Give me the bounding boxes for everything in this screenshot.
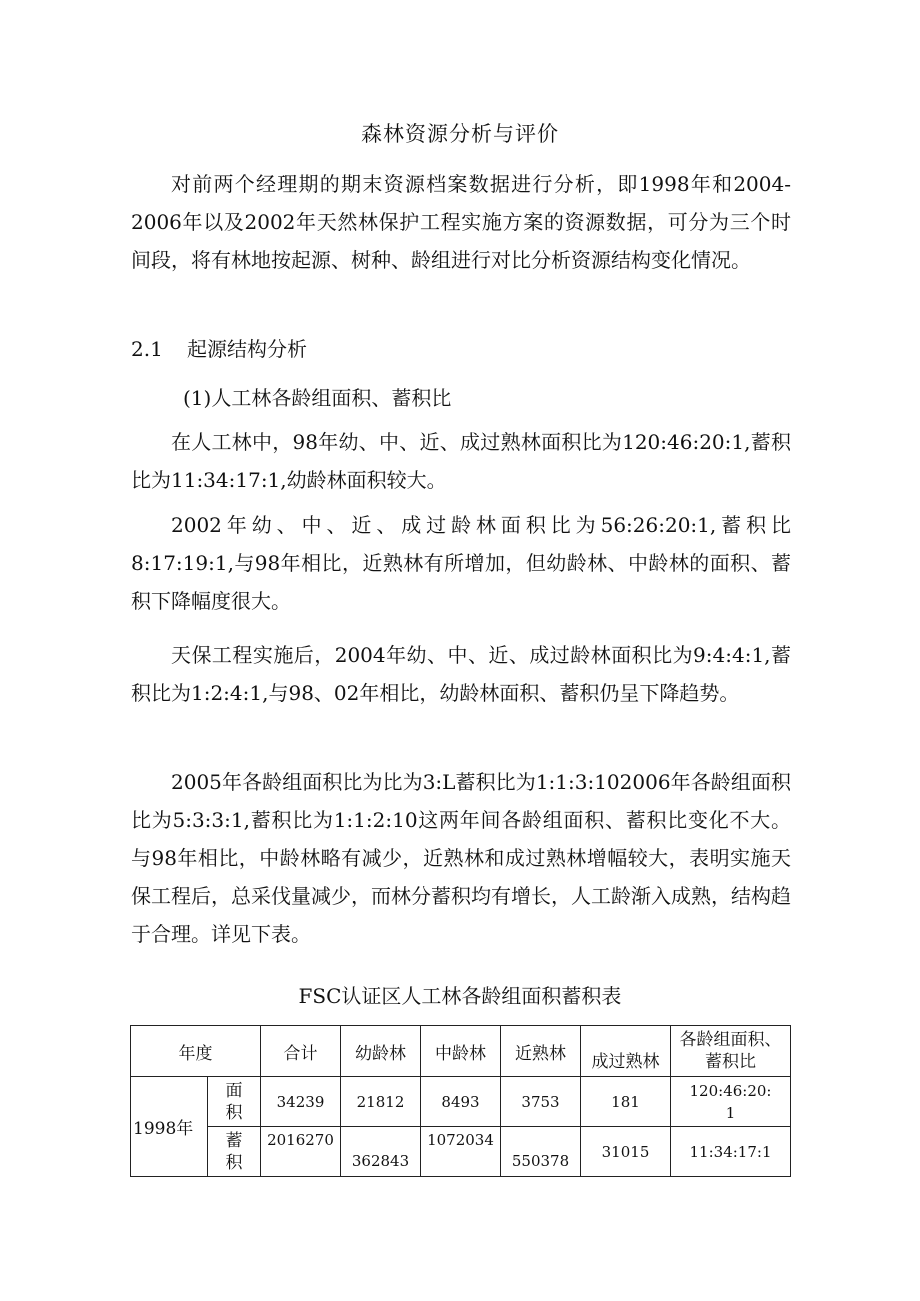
cell-area-label-1: 面 [225, 1080, 243, 1101]
header-year: 年度 [131, 1026, 261, 1077]
page-title: 森林资源分析与评价 [361, 122, 559, 146]
subsection-heading: (1)人工林各龄组面积、蓄积比 [183, 386, 452, 410]
cell-area-near: 3753 [501, 1077, 581, 1127]
body-paragraph: 天保工程实施后，2004年幼、中、近、成过龄林面积比为9:4:4:1,蓄积比为1:2:4:1,与98、02年相比，幼龄林面积、蓄积仍呈下降趋势。 [131, 643, 791, 705]
cell-area-middle: 8493 [421, 1077, 501, 1127]
body-paragraph: 2002年幼、中、近、成过龄林面积比为56:26:20:1,蓄积比8:17:19:1,与98年相比，近熟林有所增加，但幼龄林、中龄林的面积、蓄积下降幅度很大。 [131, 513, 791, 613]
cell-volume-near: 550378 [501, 1127, 581, 1177]
cell-volume-label-2: 积 [225, 1152, 243, 1173]
header-ratio-line2: 蓄积比 [705, 1052, 756, 1072]
cell-area-total: 34239 [261, 1077, 341, 1127]
cell-area-young: 21812 [341, 1077, 421, 1127]
header-total: 合计 [261, 1026, 341, 1077]
body-paragraph: 在人工林中，98年幼、中、近、成过熟林面积比为120:46:20:1,蓄积比为11:34:17:1,幼龄林面积较大。 [131, 430, 791, 492]
header-ratio-line1: 各龄组面积、 [679, 1030, 782, 1050]
cell-year: 1998年 [131, 1077, 208, 1177]
table-title: FSC认证区人工林各龄组面积蓄积表 [298, 984, 622, 1008]
cell-volume-label-1: 蓄 [225, 1130, 243, 1151]
cell-area-ratio-1: 120:46:20: [689, 1081, 772, 1100]
table-row [131, 1077, 791, 1127]
forest-table [130, 1025, 791, 1177]
cell-area-mature: 181 [581, 1077, 671, 1127]
section-label: 起源结构分析 [187, 337, 307, 361]
cell-volume-young: 362843 [341, 1127, 421, 1177]
cell-volume-ratio: 11:34:17:1 [671, 1127, 791, 1177]
cell-volume-label [208, 1127, 261, 1177]
header-ratio [671, 1026, 791, 1077]
header-middle: 中龄林 [421, 1026, 501, 1077]
table-row [131, 1127, 791, 1177]
cell-area-ratio [671, 1077, 791, 1127]
header-mature: 成过熟林 [581, 1026, 671, 1077]
intro-paragraph: 对前两个经理期的期末资源档案数据进行分析，即1998年和2004-2006年以及2002年天然林保护工程实施方案的资源数据，可分为三个时间段，将有林地按起源、树种、龄组进行对比分析资源结构变化情况。 [131, 172, 791, 272]
table-header-row [131, 1026, 791, 1077]
section-number: 2.1 [131, 337, 163, 361]
section-heading [131, 330, 307, 368]
header-young: 幼龄林 [341, 1026, 421, 1077]
body-paragraph: 2005年各龄组面积比为比为3:L蓄积比为1:1:3:102006年各龄组面积比为5:3:3:1,蓄积比为1:1:2:10这两年间各龄组面积、蓄积比变化不大。与98年相比，中龄林略有减少，近熟林和成过熟林增幅较大，表明实施天保工程后，总采伐量减少，而林分蓄积均有增长，人工龄渐入成熟，结构趋于合理。详见下表。 [131, 770, 791, 946]
cell-volume-middle: 1072034 [421, 1127, 501, 1177]
cell-area-ratio-2: 1 [725, 1103, 736, 1122]
cell-area-label-2: 积 [225, 1102, 243, 1123]
cell-volume-mature: 31015 [581, 1127, 671, 1177]
header-near: 近熟林 [501, 1026, 581, 1077]
cell-volume-total: 2016270 [261, 1127, 341, 1177]
cell-area-label [208, 1077, 261, 1127]
